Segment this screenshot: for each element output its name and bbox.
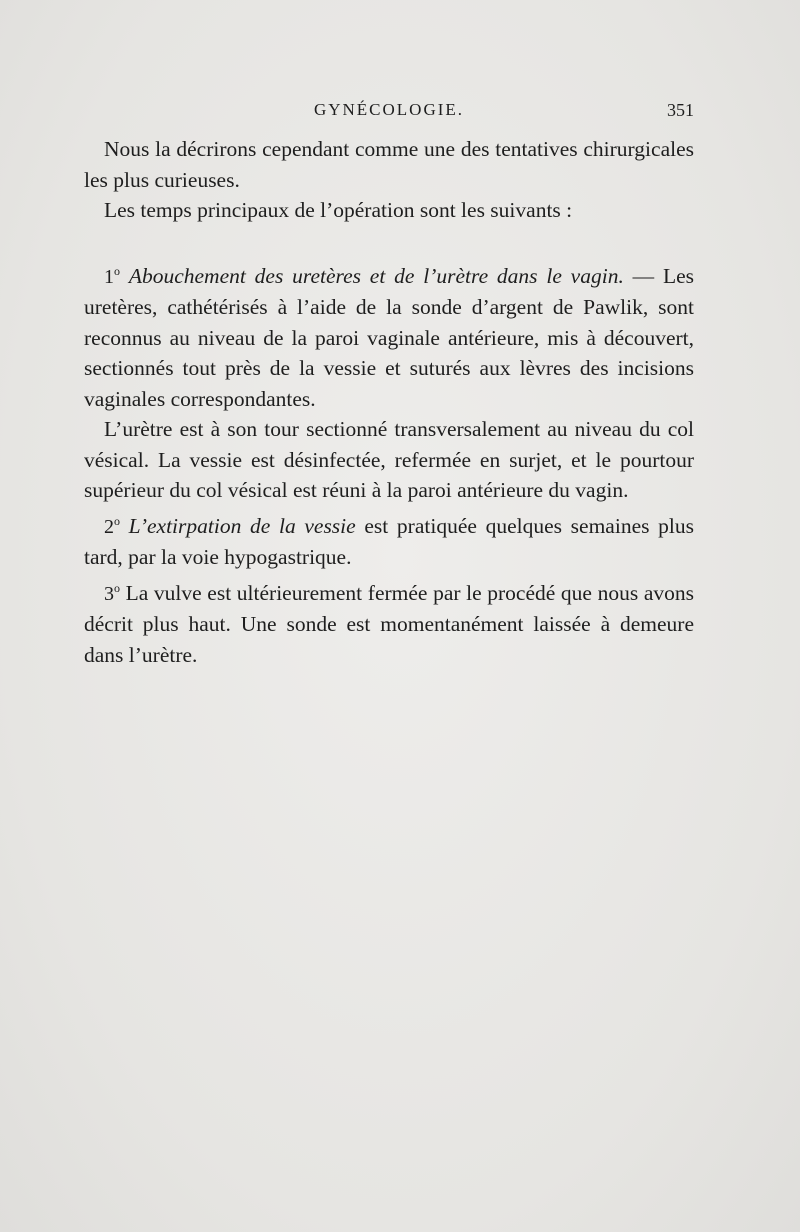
paragraph-text: est pratiquée quelques semaines plus tard, par la voie hypogastrique. bbox=[84, 513, 694, 569]
paragraph-text: Nous la décrirons cependant comme une des tentatives chirurgicales les plus curieuses. bbox=[84, 137, 694, 192]
step-title: Abouchement des uretères et de l’urètre dans le vagin. bbox=[128, 263, 624, 288]
paragraph-step-2 bbox=[84, 506, 694, 573]
paragraph-text: — Les uretères, cathétérisés à l’aide de la sonde d’argent de Pawlik, sont reconnus au niveau de la paroi vaginale antérieure, mis à découvert, sectionnés tout près de la vessie et suturés aux lèvres des incisions vaginales correspondantes. bbox=[84, 263, 694, 411]
paragraph-text: L’urètre est à son tour sectionné transversalement au niveau du col vésical. La vessie est désinfectée, refermée en surjet, et le pourtour supérieur du col vésical est réuni à la paroi antérieure du vagin. bbox=[84, 417, 694, 502]
paragraph-urethra bbox=[84, 414, 694, 506]
paragraph-steps-intro bbox=[84, 195, 694, 226]
running-head bbox=[84, 100, 694, 126]
paragraph-intro bbox=[84, 134, 694, 195]
degree-mark: o bbox=[114, 263, 120, 278]
degree-mark: o bbox=[114, 513, 120, 528]
degree-mark: o bbox=[114, 580, 120, 595]
page-number: 351 bbox=[667, 100, 694, 120]
running-title: GYNÉCOLOGIE. bbox=[313, 100, 465, 119]
paragraph-step-1 bbox=[84, 256, 694, 415]
step-number: 3 bbox=[104, 582, 114, 605]
step-number: 2 bbox=[104, 515, 114, 538]
body-text bbox=[84, 134, 694, 670]
paragraph-step-3 bbox=[84, 573, 694, 671]
paragraph-text: La vulve est ultérieurement fermée par le procédé que nous avons décrit plus haut. Une sonde est momentanément laissée à demeure dans l’urètre. bbox=[84, 580, 694, 667]
step-title: L’extirpation de la vessie bbox=[128, 513, 356, 538]
step-number: 1 bbox=[104, 265, 114, 288]
paragraph-text: Les temps principaux de l’opération sont les suivants : bbox=[104, 198, 573, 222]
